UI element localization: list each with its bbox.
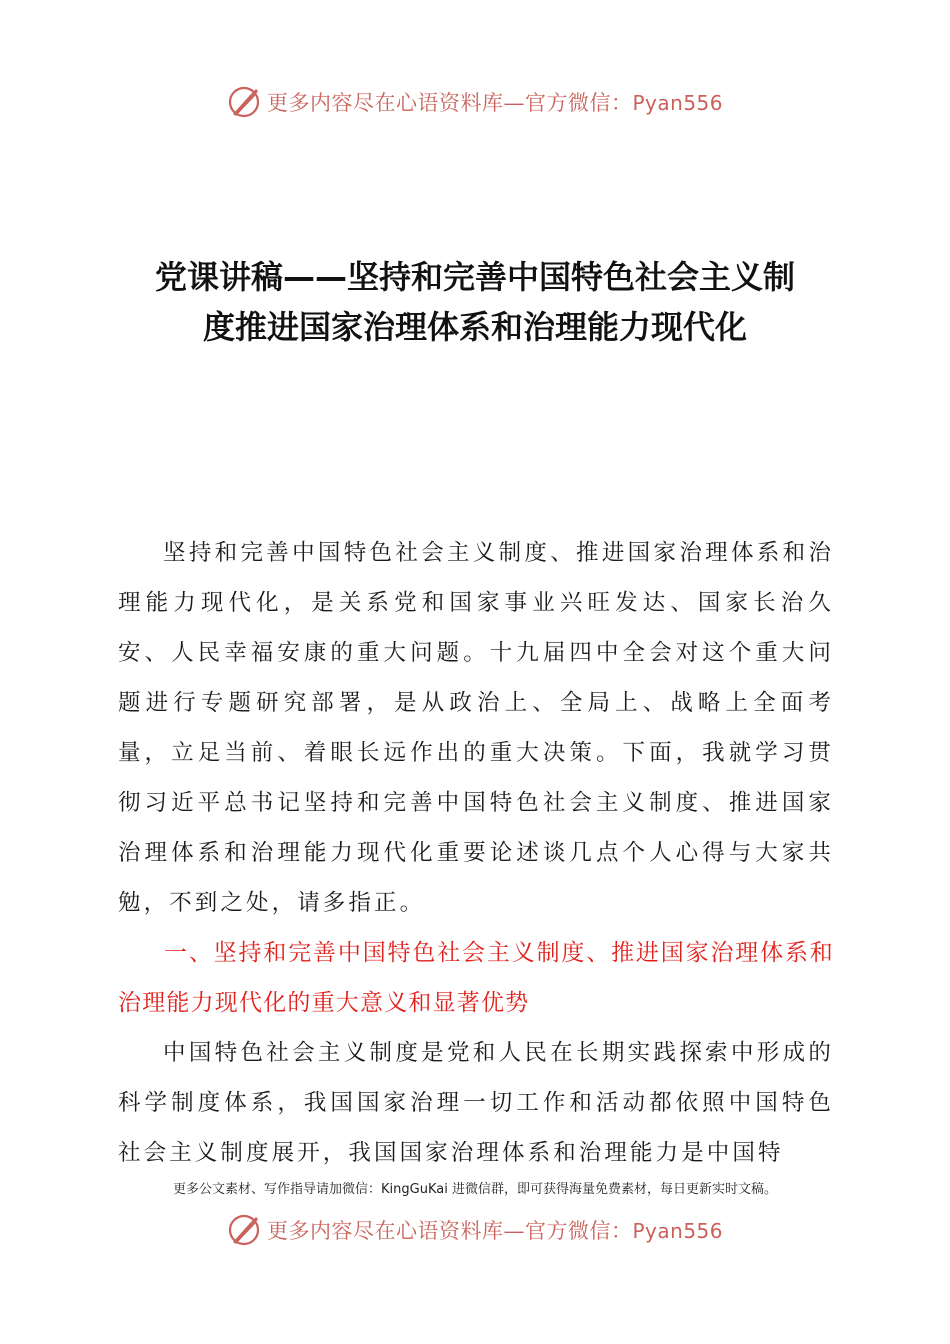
- title-line-2: 度推进国家治理体系和治理能力现代化: [202, 308, 747, 346]
- footer-banner: [0, 1210, 950, 1250]
- pen-logo-icon: [227, 1213, 261, 1247]
- footer-note: 更多公文素材、写作指导请加微信：KingGuKai 进微信群，即可获得海量免费素材，每日更新实时文稿。: [173, 1182, 777, 1197]
- document-title: [100, 252, 850, 352]
- header-banner: [0, 82, 950, 122]
- section-paragraph: 中国特色社会主义制度是党和人民在长期实践探索中形成的科学制度体系，我国国家治理一切工作和活动都依照中国特色社会主义制度展开，我国国家治理体系和治理能力是中国特: [118, 1040, 834, 1166]
- document-body: [118, 528, 834, 1178]
- section-heading: 一、坚持和完善中国特色社会主义制度、推进国家治理体系和治理能力现代化的重大意义和显著优势: [118, 940, 834, 1016]
- banner-text: 更多内容尽在心语资料库—官方微信：Pyan556: [266, 91, 723, 115]
- banner-text: 更多内容尽在心语资料库—官方微信：Pyan556: [266, 1219, 723, 1243]
- intro-paragraph: 坚持和完善中国特色社会主义制度、推进国家治理体系和治理能力现代化，是关系党和国家事业兴旺发达、国家长治久安、人民幸福安康的重大问题。十九届四中全会对这个重大问题进行专题研究部署，是从政治上、全局上、战略上全面考量，立足当前、着眼长远作出的重大决策。下面，我就学习贯彻习近平总书记坚持和完善中国特色社会主义制度、推进国家治理体系和治理能力现代化重要论述谈几点个人心得与大家共勉，不到之处，请多指正。: [118, 540, 834, 916]
- title-line-1: 党课讲稿——坚持和完善中国特色社会主义制: [154, 258, 795, 296]
- pen-logo-icon: [227, 85, 261, 119]
